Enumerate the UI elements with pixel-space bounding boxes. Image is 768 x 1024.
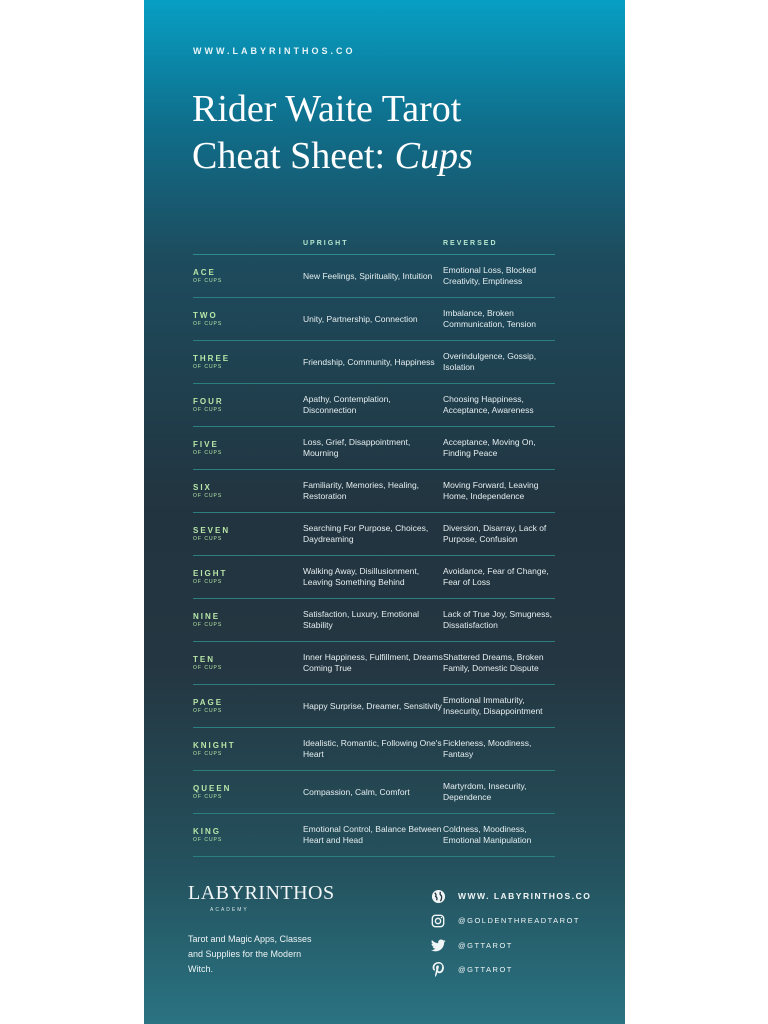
- upright-meaning: Walking Away, Disillusionment, Leaving Something Behind: [303, 566, 420, 587]
- card-label: [193, 827, 303, 844]
- card-label: [193, 612, 303, 629]
- card-suit: OF CUPS: [193, 449, 223, 456]
- header-upright: UPRIGHT: [303, 239, 349, 247]
- card-name: QUEEN: [193, 783, 232, 793]
- title-line-2-prefix: Cheat Sheet:: [192, 135, 395, 177]
- table-body: [193, 255, 555, 857]
- reversed-meaning: Lack of True Joy, Smugness, Dissatisfaction: [443, 609, 552, 630]
- card-suit: OF CUPS: [193, 707, 223, 714]
- upright-meaning: Friendship, Community, Happiness: [303, 356, 435, 367]
- page-title: [192, 86, 612, 180]
- reversed-meaning: Imbalance, Broken Communication, Tension: [443, 308, 536, 329]
- upright-meaning: Familiarity, Memories, Healing, Restoration: [303, 480, 420, 501]
- upright-meaning: Apathy, Contemplation, Disconnection: [303, 394, 391, 415]
- card-suit: OF CUPS: [193, 320, 223, 327]
- card-label: [193, 569, 303, 586]
- card-label: [193, 655, 303, 672]
- card-label: [193, 354, 303, 371]
- table-row: [193, 427, 555, 470]
- upright-meaning: Idealistic, Romantic, Following One's Heart: [303, 738, 442, 759]
- contact-text: WWW. LABYRINTHOS.CO: [458, 891, 592, 902]
- contact-twitter[interactable]: [430, 933, 610, 958]
- card-name: PAGE: [193, 697, 224, 707]
- cards-table: [193, 232, 555, 857]
- card-label: [193, 268, 303, 285]
- card-suit: OF CUPS: [193, 406, 223, 413]
- pinterest-icon: [430, 962, 446, 978]
- twitter-icon: [430, 937, 446, 953]
- upright-meaning: Happy Surprise, Dreamer, Sensitivity: [303, 700, 442, 711]
- reversed-meaning: Emotional Loss, Blocked Creativity, Emptiness: [443, 265, 537, 286]
- table-row: [193, 470, 555, 513]
- card-label: [193, 698, 303, 715]
- card-suit: OF CUPS: [193, 492, 223, 499]
- contact-text: @GTTAROT: [458, 940, 513, 950]
- table-header: [193, 232, 555, 255]
- table-row: [193, 341, 555, 384]
- card-suit: OF CUPS: [193, 578, 223, 585]
- card-label: [193, 483, 303, 500]
- card-name: THREE: [193, 353, 231, 363]
- site-url[interactable]: WWW.LABYRINTHOS.CO: [193, 46, 356, 56]
- card-name: NINE: [193, 611, 221, 621]
- reversed-meaning: Avoidance, Fear of Change, Fear of Loss: [443, 566, 549, 587]
- reversed-meaning: Overindulgence, Gossip, Isolation: [443, 351, 537, 372]
- table-row: [193, 556, 555, 599]
- table-row: [193, 255, 555, 298]
- card-name: KING: [193, 826, 221, 836]
- title-line-1: Rider Waite Tarot: [192, 88, 462, 130]
- card-label: [193, 397, 303, 414]
- upright-meaning: Unity, Partnership, Connection: [303, 313, 418, 324]
- instagram-icon: [430, 913, 446, 929]
- tagline: Tarot and Magic Apps, Classes and Supplies for the Modern Witch.: [188, 934, 312, 974]
- reversed-meaning: Fickleness, Moodiness, Fantasy: [443, 738, 532, 759]
- globe-icon: [430, 888, 446, 904]
- title-line-2-italic: Cups: [394, 135, 473, 177]
- upright-meaning: Inner Happiness, Fulfillment, Dreams Coming True: [303, 652, 443, 673]
- cheat-sheet: [144, 0, 625, 1024]
- contact-text: @GTTAROT: [458, 965, 513, 975]
- contact-text: @GOLDENTHREADTAROT: [458, 916, 580, 926]
- table-row: [193, 599, 555, 642]
- table-row: [193, 642, 555, 685]
- card-label: [193, 784, 303, 801]
- card-label: [193, 741, 303, 758]
- card-name: SEVEN: [193, 525, 231, 535]
- upright-meaning: Satisfaction, Luxury, Emotional Stability: [303, 609, 420, 630]
- upright-meaning: Loss, Grief, Disappointment, Mourning: [303, 437, 411, 458]
- card-name: KNIGHT: [193, 740, 236, 750]
- reversed-meaning: Moving Forward, Leaving Home, Independence: [443, 480, 539, 501]
- table-row: [193, 728, 555, 771]
- card-name: TEN: [193, 654, 215, 664]
- card-name: TWO: [193, 310, 218, 320]
- upright-meaning: Emotional Control, Balance Between Heart and Head: [303, 824, 442, 845]
- card-label: [193, 526, 303, 543]
- table-row: [193, 513, 555, 556]
- card-label: [193, 311, 303, 328]
- reversed-meaning: Acceptance, Moving On, Finding Peace: [443, 437, 536, 458]
- card-label: [193, 440, 303, 457]
- reversed-meaning: Coldness, Moodiness, Emotional Manipulation: [443, 824, 532, 845]
- contact-instagram[interactable]: [430, 909, 610, 934]
- reversed-meaning: Shattered Dreams, Broken Family, Domestic Dispute: [443, 652, 544, 673]
- reversed-meaning: Choosing Happiness, Acceptance, Awareness: [443, 394, 534, 415]
- upright-meaning: New Feelings, Spirituality, Intuition: [303, 270, 433, 281]
- upright-meaning: Searching For Purpose, Choices, Daydreaming: [303, 523, 429, 544]
- card-name: ACE: [193, 267, 216, 277]
- header-reversed: REVERSED: [443, 239, 498, 247]
- brand-subtitle: ACADEMY: [210, 907, 249, 913]
- contact-list: [430, 884, 610, 982]
- card-suit: OF CUPS: [193, 277, 223, 284]
- reversed-meaning: Diversion, Disarray, Lack of Purpose, Confusion: [443, 523, 547, 544]
- contact-website[interactable]: [430, 884, 610, 909]
- brand-logo: LABYRINTHOS: [188, 882, 335, 904]
- table-row: [193, 298, 555, 341]
- table-row: [193, 814, 555, 857]
- contact-pinterest[interactable]: [430, 958, 610, 983]
- card-suit: OF CUPS: [193, 621, 223, 628]
- table-row: [193, 685, 555, 728]
- table-row: [193, 384, 555, 427]
- card-suit: OF CUPS: [193, 535, 223, 542]
- card-name: SIX: [193, 482, 212, 492]
- reversed-meaning: Emotional Immaturity, Insecurity, Disappointment: [443, 695, 543, 716]
- card-name: FOUR: [193, 396, 224, 406]
- table-row: [193, 771, 555, 814]
- card-name: FIVE: [193, 439, 219, 449]
- card-name: EIGHT: [193, 568, 228, 578]
- card-suit: OF CUPS: [193, 836, 223, 843]
- card-suit: OF CUPS: [193, 363, 223, 370]
- reversed-meaning: Martyrdom, Insecurity, Dependence: [443, 781, 527, 802]
- card-suit: OF CUPS: [193, 750, 223, 757]
- card-suit: OF CUPS: [193, 793, 223, 800]
- card-suit: OF CUPS: [193, 664, 223, 671]
- upright-meaning: Compassion, Calm, Comfort: [303, 786, 410, 797]
